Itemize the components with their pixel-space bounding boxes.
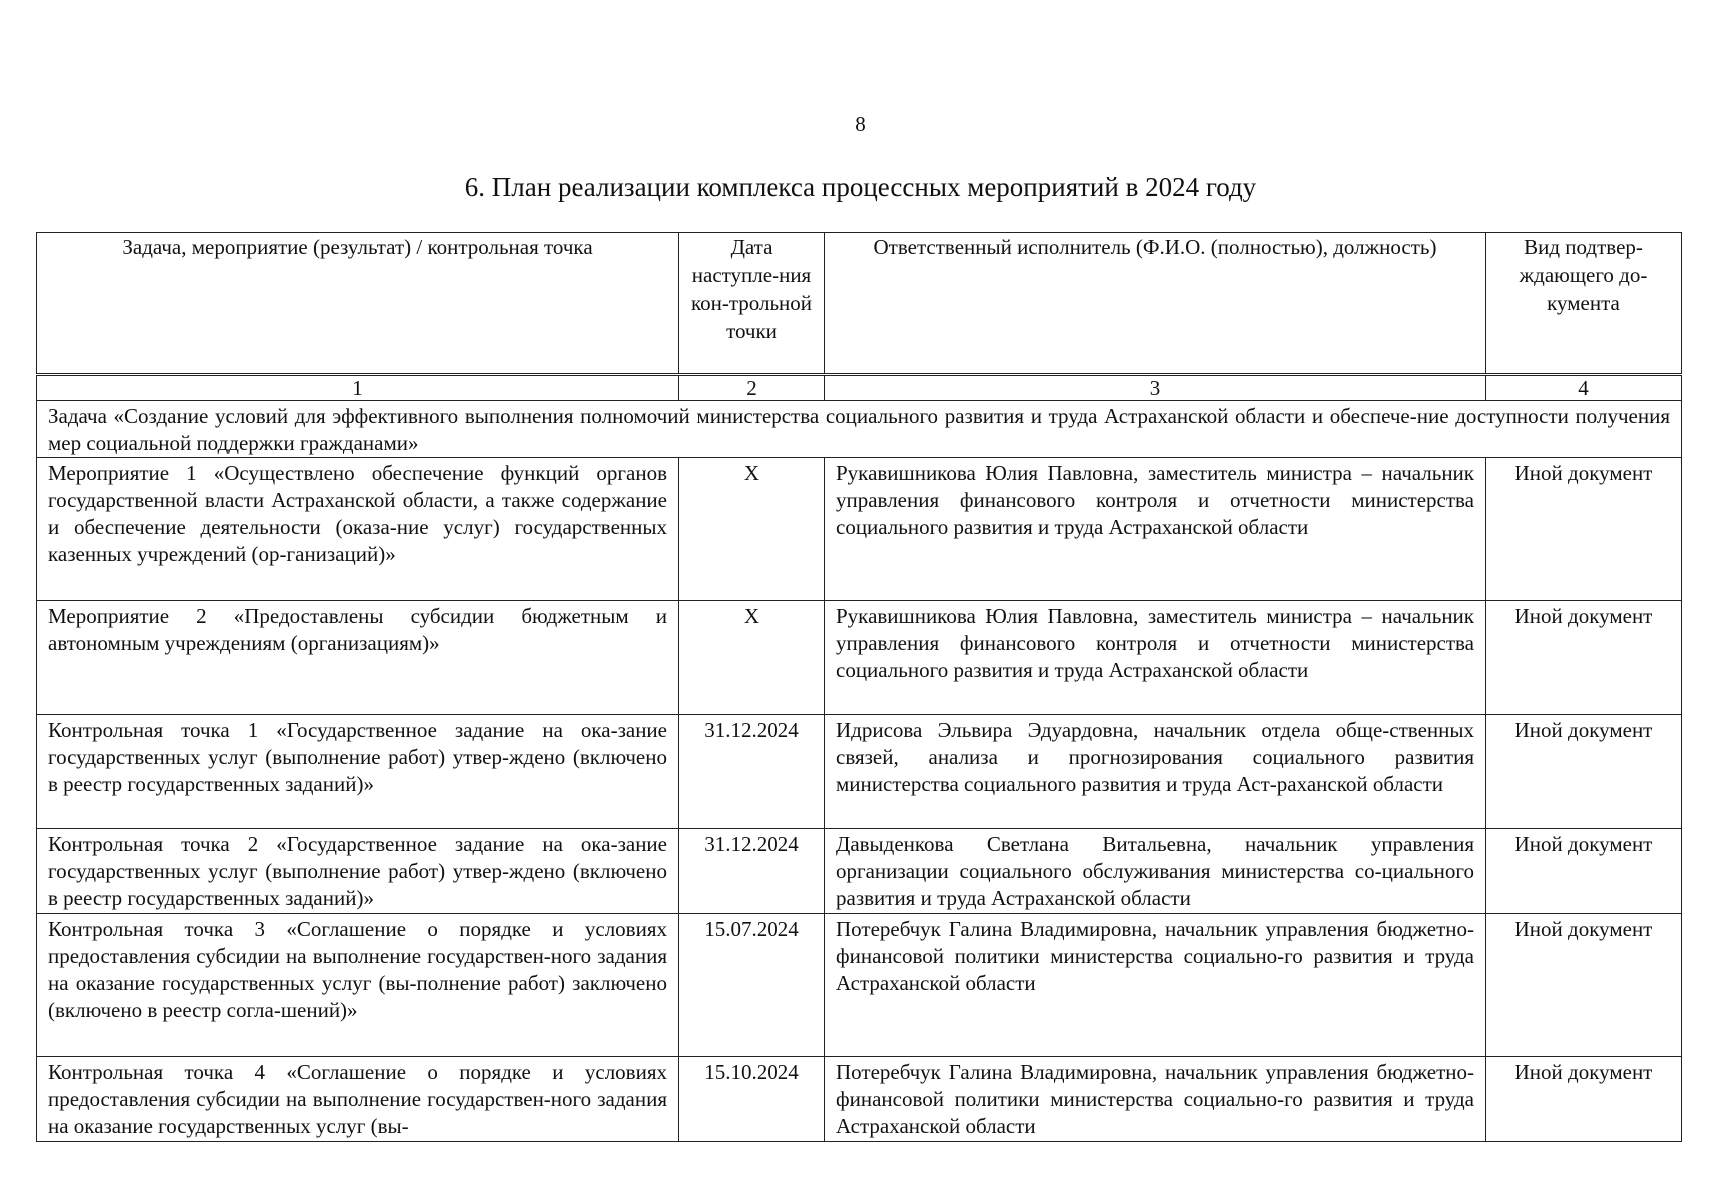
date-cell: 15.10.2024 bbox=[679, 1057, 825, 1142]
column-number-row bbox=[37, 375, 1682, 401]
document-cell: Иной документ bbox=[1486, 914, 1682, 1057]
plan-table bbox=[36, 232, 1682, 1142]
table-row bbox=[37, 829, 1682, 914]
page-title: 6. План реализации комплекса процессных мероприятий в 2024 году bbox=[464, 172, 1257, 202]
executor-cell: Идрисова Эльвира Эдуардовна, начальник отдела обще-ственных связей, анализа и прогнозирования социального развития министерства социального развития и труда Аст-раханской области bbox=[825, 715, 1486, 829]
header-date: Дата наступле-ния кон-трольной точки bbox=[679, 233, 825, 375]
task-text: Задача «Создание условий для эффективного выполнения полномочий министерства социального развития и труда Астраханской области и обеспече-ние доступности получения мер социальной поддержки гражданами» bbox=[37, 401, 1682, 458]
activity-cell: Мероприятие 2 «Предоставлены субсидии бюджетным и автономным учреждениям (организациям)» bbox=[37, 601, 679, 715]
column-number: 1 bbox=[37, 375, 679, 401]
activity-cell: Контрольная точка 2 «Государственное задание на ока-зание государственных услуг (выполнение работ) утвер-ждено (включено в реестр государственных заданий)» bbox=[37, 829, 679, 914]
table-row bbox=[37, 715, 1682, 829]
header-document-type: Вид подтвер-ждающего до-кумента bbox=[1486, 233, 1682, 375]
table-row bbox=[37, 458, 1682, 601]
task-row bbox=[37, 401, 1682, 458]
activity-cell: Контрольная точка 4 «Соглашение о порядке и условиях предоставления субсидии на выполнение государствен-ного задания на оказание государственных услуг (вы- bbox=[37, 1057, 679, 1142]
table-row bbox=[37, 601, 1682, 715]
document-cell: Иной документ bbox=[1486, 715, 1682, 829]
executor-cell: Потеребчук Галина Владимировна, начальник управления бюджетно-финансовой политики министерства социально-го развития и труда Астраханской области bbox=[825, 1057, 1486, 1142]
date-cell: 31.12.2024 bbox=[679, 715, 825, 829]
date-cell: X bbox=[679, 458, 825, 601]
executor-cell: Потеребчук Галина Владимировна, начальник управления бюджетно-финансовой политики министерства социально-го развития и труда Астраханской области bbox=[825, 914, 1486, 1057]
document-cell: Иной документ bbox=[1486, 829, 1682, 914]
activity-cell: Контрольная точка 3 «Соглашение о порядке и условиях предоставления субсидии на выполнение государствен-ного задания на оказание государственных услуг (вы-полнение работ) заключено (включено в реестр согла-шений)» bbox=[37, 914, 679, 1057]
executor-cell: Давыденкова Светлана Витальевна, начальник управления организации социального обслуживания министерства со-циального развития и труда Астраханской области bbox=[825, 829, 1486, 914]
activity-cell: Мероприятие 1 «Осуществлено обеспечение функций органов государственной власти Астраханской области, а также содержание и обеспечение деятельности (оказа-ние услуг) государственных казенных учреждений (ор-ганизаций)» bbox=[37, 458, 679, 601]
activity-cell: Контрольная точка 1 «Государственное задание на ока-зание государственных услуг (выполнение работ) утвер-ждено (включено в реестр государственных заданий)» bbox=[37, 715, 679, 829]
header-task-activity: Задача, мероприятие (результат) / контрольная точка bbox=[37, 233, 679, 375]
document-cell: Иной документ bbox=[1486, 601, 1682, 715]
page-number: 8 bbox=[855, 112, 866, 136]
column-number: 2 bbox=[679, 375, 825, 401]
document-cell: Иной документ bbox=[1486, 458, 1682, 601]
executor-cell: Рукавишникова Юлия Павловна, заместитель министра – начальник управления финансового контроля и отчетности министерства социального развития и труда Астраханской области bbox=[825, 601, 1486, 715]
table-row bbox=[37, 914, 1682, 1057]
executor-cell: Рукавишникова Юлия Павловна, заместитель министра – начальник управления финансового контроля и отчетности министерства социального развития и труда Астраханской области bbox=[825, 458, 1486, 601]
column-number: 4 bbox=[1486, 375, 1682, 401]
table-row bbox=[37, 1057, 1682, 1142]
date-cell: X bbox=[679, 601, 825, 715]
document-cell: Иной документ bbox=[1486, 1057, 1682, 1142]
date-cell: 15.07.2024 bbox=[679, 914, 825, 1057]
table-header-row bbox=[37, 233, 1682, 375]
header-executor: Ответственный исполнитель (Ф.И.О. (полностью), должность) bbox=[825, 233, 1486, 375]
date-cell: 31.12.2024 bbox=[679, 829, 825, 914]
column-number: 3 bbox=[825, 375, 1486, 401]
